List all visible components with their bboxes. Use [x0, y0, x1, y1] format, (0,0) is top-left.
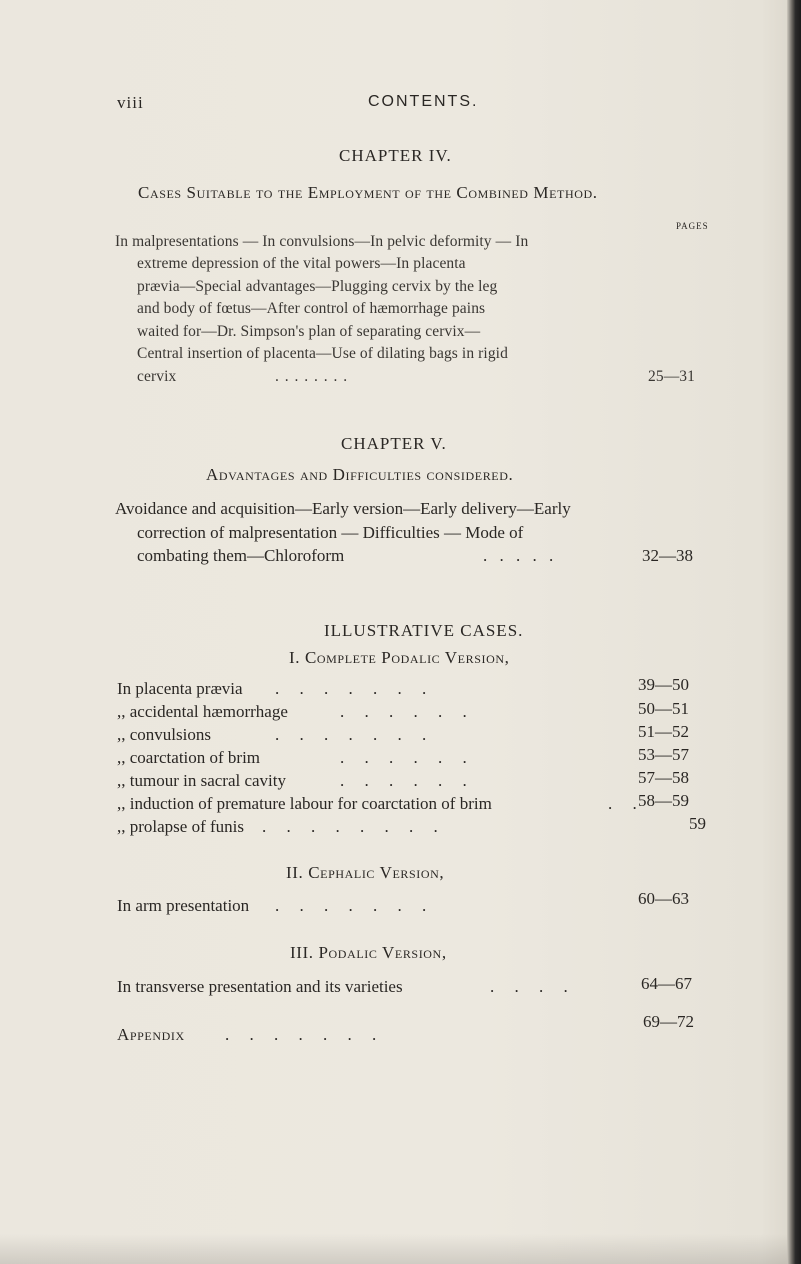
chapter-5-line-1: Avoidance and acquisition—Early version—Early delivery—Early: [115, 499, 571, 518]
chapter-4-subtitle: Cases Suitable to the Employment of the Combined Method.: [138, 183, 598, 202]
book-binding-edge: [787, 0, 801, 1264]
page-bottom-shadow: [0, 1234, 801, 1264]
case-entry-leader: . . . . . .: [340, 748, 475, 767]
chapter-4-leader-dots: . . . . . . . .: [275, 368, 349, 385]
chapter-5-subtitle: Advantages and Difficulties considered.: [206, 465, 514, 484]
pages-column-label: PAGES: [676, 221, 709, 231]
chapter-4-line-5: waited for—Dr. Simpson's plan of separating cervix—: [137, 323, 481, 340]
chapter-5-line-3: combating them—Chloroform: [137, 546, 345, 565]
case-entry: ,, prolapse of funis: [117, 817, 245, 836]
case-entry-pages: 39—50: [638, 675, 689, 694]
case-entry: ,, convulsions: [117, 725, 211, 744]
case-entry: In arm presentation: [117, 896, 250, 915]
case-entry-leader: . .: [608, 794, 645, 813]
illustrative-cases-heading: ILLUSTRATIVE CASES.: [324, 621, 524, 640]
chapter-4-line-7: cervix: [137, 368, 177, 385]
section-3-title: III. Podalic Version,: [290, 943, 447, 962]
chapter-4-line-6: Central insertion of placenta—Use of dilating bags in rigid: [137, 345, 508, 362]
case-entry: In transverse presentation and its varieties: [117, 977, 403, 996]
chapter-5-line-2: correction of malpresentation — Difficulties — Mode of: [137, 523, 524, 542]
case-entry-leader: . . . .: [490, 977, 576, 996]
case-entry-leader: . . . . . . .: [275, 896, 435, 915]
case-entry-pages: 50—51: [638, 699, 689, 718]
case-entry-leader: . . . . . . .: [275, 679, 435, 698]
case-entry: ,, accidental hæmorrhage: [117, 702, 288, 721]
chapter-4-pages: 25—31: [648, 368, 695, 385]
section-2-title: II. Cephalic Version,: [286, 863, 445, 882]
case-entry-leader: . . . . . . . .: [262, 817, 446, 836]
appendix-leader: . . . . . . .: [225, 1025, 385, 1044]
section-1-title: I. Complete Podalic Version,: [289, 648, 510, 667]
chapter-4-line-2: extreme depression of the vital powers—In placenta: [137, 255, 466, 272]
case-entry-leader: . . . . . . .: [275, 725, 435, 744]
chapter-4-line-4: and body of fœtus—After control of hæmorrhage pains: [137, 300, 486, 317]
case-entry: In placenta prævia: [117, 679, 243, 698]
case-entry: ,, coarctation of brim: [117, 748, 261, 767]
case-entry: ,, tumour in sacral cavity: [117, 771, 287, 790]
case-entry-leader: . . . . . .: [340, 771, 475, 790]
appendix-label: Appendix: [117, 1025, 185, 1044]
case-entry-pages: 53—57: [638, 745, 689, 764]
page-number: viii: [117, 93, 144, 112]
chapter-4-line-1: In malpresentations — In convulsions—In pelvic deformity — In: [115, 233, 529, 250]
case-entry: ,, induction of premature labour for coarctation of brim: [117, 794, 492, 813]
case-entry-leader: . . . . . .: [340, 702, 475, 721]
running-title: CONTENTS.: [368, 93, 479, 110]
chapter-5-leader-dots: . . . . .: [483, 546, 558, 565]
chapter-4-line-3: prævia—Special advantages—Plugging cervix by the leg: [137, 278, 498, 295]
case-entry-pages: 59: [689, 814, 706, 833]
appendix-pages: 69—72: [643, 1012, 694, 1031]
case-entry-pages: 60—63: [638, 889, 689, 908]
case-entry-pages: 64—67: [641, 974, 692, 993]
chapter-5-pages: 32—38: [642, 546, 693, 565]
chapter-4-heading: CHAPTER IV.: [339, 146, 452, 165]
case-entry-pages: 58—59: [638, 791, 689, 810]
case-entry-pages: 51—52: [638, 722, 689, 741]
chapter-5-heading: CHAPTER V.: [341, 434, 447, 453]
case-entry-pages: 57—58: [638, 768, 689, 787]
